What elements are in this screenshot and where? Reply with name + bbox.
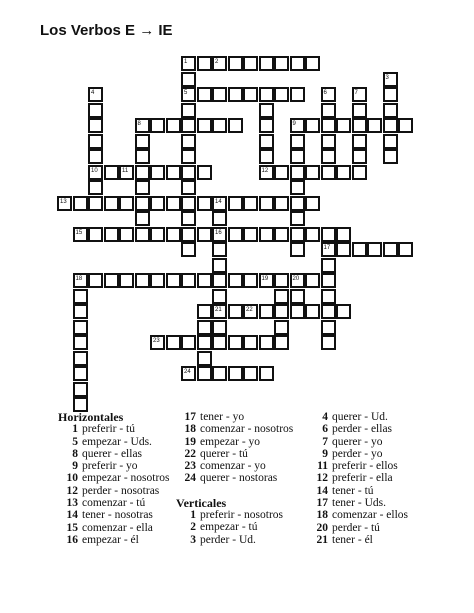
grid-cell[interactable] (135, 149, 150, 164)
grid-cell[interactable] (212, 87, 227, 102)
grid-cell[interactable] (336, 242, 351, 257)
grid-cell[interactable] (305, 304, 320, 319)
grid-cell[interactable] (73, 289, 88, 304)
grid-cell[interactable] (243, 227, 258, 242)
grid-cell[interactable] (274, 320, 289, 335)
grid-cell[interactable] (228, 335, 243, 350)
grid-cell[interactable] (383, 118, 398, 133)
clues-column-3 (308, 411, 408, 546)
grid-cell[interactable] (73, 382, 88, 397)
clue-number: 11 (317, 460, 328, 473)
grid-clue-number: 19 (261, 276, 269, 282)
grid-cell[interactable] (274, 304, 289, 319)
grid-cell[interactable] (259, 196, 274, 211)
grid-cell[interactable] (181, 118, 196, 133)
clue-text: comenzar - ellos (332, 509, 408, 522)
grid-clue-number: 15 (75, 229, 83, 236)
grid-cell[interactable] (321, 273, 336, 288)
grid-cell[interactable] (73, 320, 88, 335)
grid-cell[interactable] (352, 165, 367, 180)
grid-cell[interactable] (352, 149, 367, 164)
grid-cell[interactable] (305, 273, 320, 288)
clue-number: 7 (322, 435, 328, 448)
grid-cell[interactable] (88, 149, 103, 164)
grid-cell[interactable] (181, 211, 196, 226)
grid-clue-number: 7 (354, 90, 358, 96)
clue-item (176, 521, 293, 533)
grid-clue-number: 23 (153, 338, 160, 344)
grid-cell[interactable] (181, 273, 196, 288)
clue-item (176, 472, 293, 484)
grid-cell[interactable] (243, 335, 258, 350)
heading-verticales: Verticales (176, 495, 227, 510)
grid-cell[interactable] (166, 165, 181, 180)
clue-number: 6 (322, 423, 328, 436)
grid-cell[interactable] (150, 196, 165, 211)
clue-number: 16 (66, 533, 78, 546)
grid-cell[interactable] (150, 165, 165, 180)
grid-cell[interactable] (321, 165, 336, 180)
grid-cell[interactable] (104, 165, 119, 180)
clue-text: perder - nosotras (82, 484, 160, 497)
clue-number: 15 (66, 521, 78, 534)
clue-number: 12 (66, 484, 78, 497)
grid-cell[interactable] (259, 134, 274, 149)
grid-cell[interactable] (135, 180, 150, 195)
clue-text: empezar - Uds. (82, 435, 152, 448)
grid-clue-number: 3 (385, 74, 389, 81)
grid-cell[interactable] (212, 289, 227, 304)
grid-cell[interactable] (259, 149, 274, 164)
grid-cell[interactable] (88, 118, 103, 133)
grid-cell[interactable] (181, 196, 196, 211)
grid-cell[interactable] (243, 366, 258, 381)
grid-cell[interactable] (352, 134, 367, 149)
clue-text: comenzar - tú (82, 497, 146, 510)
grid-cell[interactable] (274, 289, 289, 304)
grid-clue-number: 20 (292, 276, 300, 282)
clue-item (58, 485, 170, 497)
clue-text: tener - él (332, 533, 373, 546)
clue-item (58, 497, 170, 509)
grid-cell[interactable] (274, 227, 289, 242)
grid-cell[interactable] (197, 87, 212, 102)
clue-text: perder - ellas (332, 423, 393, 436)
grid-cell[interactable] (150, 118, 165, 133)
clue-text: querer - nostoras (200, 472, 278, 485)
grid-clue-number: 8 (137, 121, 141, 127)
grid-cell[interactable] (135, 134, 150, 149)
grid-clue-number: 6 (323, 90, 327, 96)
grid-cell[interactable] (336, 304, 351, 319)
grid-cell[interactable] (228, 56, 243, 71)
grid-cell[interactable] (367, 118, 382, 133)
grid-cell[interactable] (290, 87, 305, 102)
grid-cell[interactable] (243, 196, 258, 211)
grid-cell[interactable] (290, 304, 305, 319)
grid-cell[interactable] (274, 196, 289, 211)
clue-item (308, 522, 408, 534)
clue-number: 12 (316, 472, 328, 485)
grid-cell[interactable] (135, 196, 150, 211)
grid-cell[interactable] (321, 118, 336, 133)
grid-cell[interactable] (212, 242, 227, 257)
grid-cell[interactable] (197, 320, 212, 335)
clue-number: 21 (316, 533, 328, 546)
grid-cell[interactable] (383, 103, 398, 118)
grid-cell[interactable] (383, 149, 398, 164)
grid-cell[interactable] (181, 335, 196, 350)
grid-cell[interactable] (274, 335, 289, 350)
grid-clue-number: 1 (184, 59, 188, 65)
clue-number: 9 (322, 447, 328, 460)
clue-text: tener - Uds. (332, 497, 386, 510)
clue-item (308, 497, 408, 509)
grid-cell[interactable] (88, 196, 103, 211)
grid-cell[interactable] (212, 118, 227, 133)
grid-cell[interactable] (197, 335, 212, 350)
clue-text: comenzar - yo (200, 460, 266, 473)
grid-cell[interactable] (274, 87, 289, 102)
grid-cell[interactable] (88, 180, 103, 195)
clue-number: 1 (72, 423, 78, 436)
clue-number: 10 (66, 472, 78, 485)
clue-item (58, 534, 170, 546)
clue-text: tener - yo (200, 411, 245, 423)
grid-cell[interactable] (104, 196, 119, 211)
grid-cell[interactable] (290, 165, 305, 180)
grid-cell[interactable] (197, 304, 212, 319)
clue-item (58, 436, 170, 448)
grid-cell[interactable] (119, 273, 134, 288)
clue-text: preferir - nosotros (200, 509, 284, 522)
clue-item (176, 460, 293, 472)
grid-cell[interactable] (119, 196, 134, 211)
grid-cell[interactable] (290, 227, 305, 242)
grid-cell[interactable] (197, 366, 212, 381)
clue-item (176, 534, 293, 546)
grid-cell[interactable] (197, 351, 212, 366)
clue-text: perder - yo (332, 447, 383, 460)
grid-cell[interactable] (321, 103, 336, 118)
grid-cell[interactable] (166, 273, 181, 288)
grid-clue-number: 14 (215, 198, 222, 205)
grid-cell[interactable] (135, 227, 150, 242)
grid-cell[interactable] (259, 304, 274, 319)
grid-cell[interactable] (321, 304, 336, 319)
clue-number: 5 (72, 435, 78, 448)
grid-cell[interactable] (181, 165, 196, 180)
clue-text: preferir - ella (332, 472, 393, 485)
clue-text: preferir - tú (82, 423, 135, 436)
clue-number: 24 (184, 472, 196, 485)
clue-number: 23 (184, 460, 196, 473)
grid-cell[interactable] (228, 273, 243, 288)
grid-cell[interactable] (73, 196, 88, 211)
grid-cell[interactable] (290, 196, 305, 211)
clue-text: empezar - yo (200, 435, 261, 448)
clue-text: empezar - nosotros (82, 472, 170, 485)
clue-number: 3 (190, 533, 196, 546)
grid-cell[interactable] (259, 87, 274, 102)
clue-item (308, 411, 408, 423)
clue-item (58, 423, 170, 435)
grid-cell[interactable] (321, 320, 336, 335)
grid-cell[interactable] (88, 227, 103, 242)
clue-number: 18 (316, 509, 328, 522)
grid-cell[interactable] (290, 289, 305, 304)
grid-cell[interactable] (228, 118, 243, 133)
grid-cell[interactable] (212, 320, 227, 335)
grid-clue-number: 4 (91, 90, 95, 96)
grid-cell[interactable] (290, 211, 305, 226)
grid-cell[interactable] (88, 103, 103, 118)
grid-cell[interactable] (305, 196, 320, 211)
grid-cell[interactable] (243, 56, 258, 71)
grid-cell[interactable] (274, 56, 289, 71)
grid-cell[interactable] (135, 273, 150, 288)
clue-item (58, 509, 170, 521)
clue-number: 4 (322, 411, 328, 423)
clue-item (308, 485, 408, 497)
grid-clue-number: 24 (184, 369, 191, 375)
grid-clue-number: 16 (215, 229, 222, 236)
clue-text: preferir - yo (82, 460, 138, 473)
grid-cell[interactable] (259, 103, 274, 118)
grid-cell[interactable] (259, 56, 274, 71)
grid-cell[interactable] (259, 366, 274, 381)
grid-cell[interactable] (73, 351, 88, 366)
clue-item (308, 436, 408, 448)
grid-cell[interactable] (197, 196, 212, 211)
clue-number: 20 (316, 521, 328, 534)
clue-item (308, 448, 408, 460)
clue-number: 17 (316, 497, 328, 510)
clues-column-1 (58, 411, 170, 546)
clue-item (176, 448, 293, 460)
grid-cell[interactable] (336, 227, 351, 242)
grid-cell[interactable] (181, 180, 196, 195)
grid-clue-number: 12 (261, 167, 269, 174)
grid-cell[interactable] (274, 273, 289, 288)
clue-item (308, 509, 408, 521)
heading-horizontales: Horizontales (58, 410, 124, 424)
grid-cell[interactable] (166, 118, 181, 133)
grid-clue-number: 22 (246, 307, 253, 313)
grid-cell[interactable] (104, 273, 119, 288)
clue-text: comenzar - ella (82, 521, 153, 534)
grid-clue-number: 21 (215, 307, 222, 313)
grid-cell[interactable] (119, 227, 134, 242)
grid-cell[interactable] (212, 258, 227, 273)
clue-text: empezar - él (82, 533, 139, 546)
grid-cell[interactable] (166, 335, 181, 350)
clue-item (308, 534, 408, 546)
grid-clue-number: 11 (122, 167, 129, 174)
grid-cell[interactable] (228, 304, 243, 319)
grid-cell[interactable] (352, 118, 367, 133)
clue-text: empezar - tú (200, 521, 258, 534)
puzzle-title: Los Verbos E → IE (40, 22, 173, 39)
grid-clue-number: 5 (184, 90, 188, 96)
grid-cell[interactable] (212, 335, 227, 350)
clue-text: querer - tú (200, 447, 248, 460)
grid-clue-number: 2 (215, 59, 219, 65)
clue-item (308, 460, 408, 472)
grid-clue-number: 13 (60, 198, 67, 205)
grid-cell[interactable] (367, 242, 382, 257)
grid-cell[interactable] (197, 56, 212, 71)
grid-cell[interactable] (290, 242, 305, 257)
grid-cell[interactable] (305, 165, 320, 180)
grid-clue-number: 10 (91, 167, 98, 174)
grid-cell[interactable] (321, 258, 336, 273)
grid-clue-number: 18 (75, 276, 83, 282)
grid-cell[interactable] (73, 335, 88, 350)
clue-text: comenzar - nosotros (200, 423, 294, 436)
grid-cell[interactable] (383, 87, 398, 102)
clue-number: 2 (190, 521, 196, 534)
grid-cell[interactable] (243, 273, 258, 288)
grid-cell[interactable] (290, 149, 305, 164)
clue-number: 14 (66, 509, 78, 522)
grid-cell[interactable] (197, 273, 212, 288)
grid-cell[interactable] (274, 165, 289, 180)
clue-text: perder - Ud. (200, 533, 256, 546)
grid-cell[interactable] (150, 227, 165, 242)
grid-cell[interactable] (305, 227, 320, 242)
grid-cell[interactable] (352, 242, 367, 257)
grid-cell[interactable] (212, 211, 227, 226)
clue-item (176, 436, 293, 448)
grid-cell[interactable] (336, 165, 351, 180)
grid-cell[interactable] (290, 134, 305, 149)
grid-cell[interactable] (259, 227, 274, 242)
grid-cell[interactable] (228, 87, 243, 102)
clue-text: perder - tú (332, 521, 380, 534)
grid-cell[interactable] (181, 149, 196, 164)
clue-item (176, 509, 293, 521)
clue-number: 17 (184, 411, 196, 423)
grid-cell[interactable] (181, 242, 196, 257)
grid-cell[interactable] (197, 165, 212, 180)
grid-clue-number: 17 (323, 245, 331, 251)
clue-item (58, 448, 170, 460)
grid-cell[interactable] (321, 134, 336, 149)
grid-cell[interactable] (259, 335, 274, 350)
grid-cell[interactable] (383, 242, 398, 257)
clues-column-2 (176, 411, 293, 546)
grid-cell[interactable] (135, 165, 150, 180)
clue-text: tener - nosotras (82, 509, 153, 522)
clue-item (58, 522, 170, 534)
clue-number: 18 (184, 423, 196, 436)
grid-clue-number: 9 (292, 121, 296, 127)
grid-cell[interactable] (181, 103, 196, 118)
grid-cell[interactable] (243, 87, 258, 102)
grid-cell[interactable] (181, 227, 196, 242)
grid-cell[interactable] (290, 180, 305, 195)
grid-cell[interactable] (88, 273, 103, 288)
grid-cell[interactable] (73, 304, 88, 319)
grid-cell[interactable] (321, 335, 336, 350)
grid-cell[interactable] (290, 56, 305, 71)
clue-number: 14 (316, 484, 328, 497)
grid-cell[interactable] (321, 289, 336, 304)
clue-item (58, 472, 170, 484)
grid-cell[interactable] (228, 227, 243, 242)
grid-cell[interactable] (336, 118, 351, 133)
grid-cell[interactable] (150, 273, 165, 288)
grid-cell[interactable] (135, 211, 150, 226)
grid-cell[interactable] (228, 366, 243, 381)
grid-cell[interactable] (197, 118, 212, 133)
grid-cell[interactable] (228, 196, 243, 211)
clue-number: 13 (66, 497, 78, 510)
grid-cell[interactable] (212, 366, 227, 381)
grid-cell[interactable] (305, 56, 320, 71)
clue-text: tener - tú (332, 484, 374, 497)
clue-item (308, 472, 408, 484)
clue-number: 22 (184, 447, 196, 460)
grid-cell[interactable] (181, 72, 196, 87)
grid-cell[interactable] (259, 118, 274, 133)
grid-cell[interactable] (197, 227, 212, 242)
grid-cell[interactable] (73, 366, 88, 381)
grid-cell[interactable] (104, 227, 119, 242)
clue-text: querer - ellas (82, 447, 143, 460)
clue-number: 9 (72, 460, 78, 473)
grid-cell[interactable] (166, 227, 181, 242)
clue-number: 19 (184, 435, 196, 448)
grid-cell[interactable] (166, 196, 181, 211)
clue-text: querer - Ud. (332, 411, 388, 423)
clue-item (176, 423, 293, 435)
clue-item (58, 460, 170, 472)
grid-cell[interactable] (352, 103, 367, 118)
clue-text: preferir - ellos (332, 460, 398, 473)
clue-number: 8 (72, 447, 78, 460)
grid-cell[interactable] (88, 134, 103, 149)
grid-cell[interactable] (305, 118, 320, 133)
clue-item (176, 411, 293, 423)
grid-cell[interactable] (383, 134, 398, 149)
grid-cell[interactable] (321, 149, 336, 164)
grid-cell[interactable] (321, 227, 336, 242)
clue-text: querer - yo (332, 435, 383, 448)
grid-cell[interactable] (398, 242, 413, 257)
clue-item (308, 423, 408, 435)
grid-cell[interactable] (398, 118, 413, 133)
grid-cell[interactable] (181, 134, 196, 149)
clue-number: 1 (190, 509, 196, 522)
grid-cell[interactable] (212, 273, 227, 288)
